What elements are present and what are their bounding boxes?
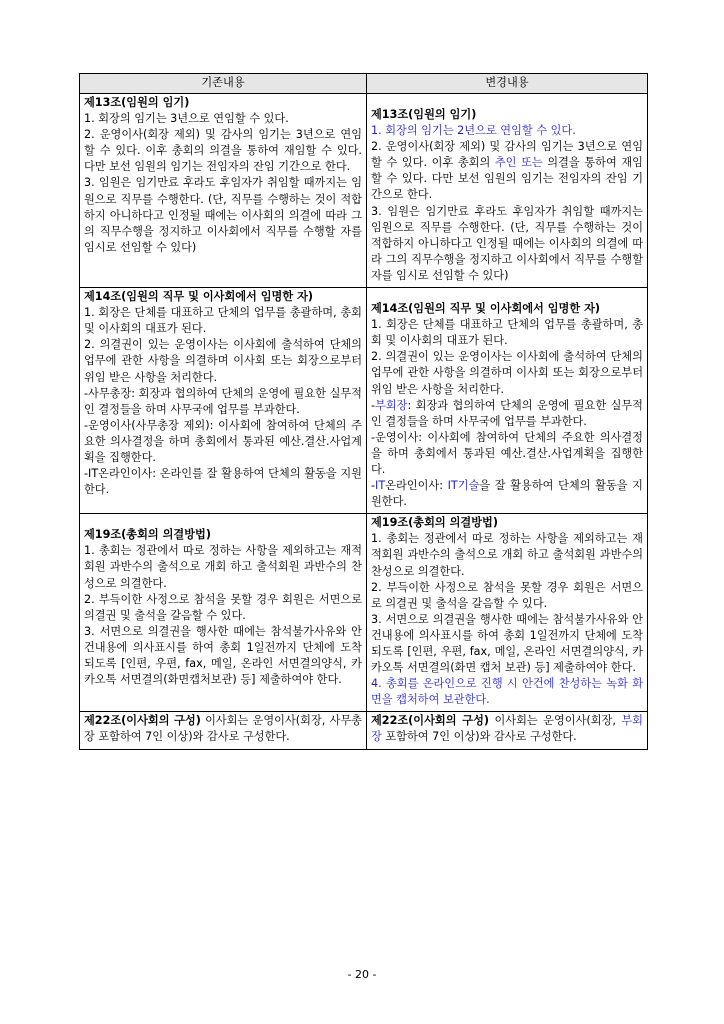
paragraph: 2. 의결권이 있는 운영이사는 이사회에 출석하여 단체의 업무에 관한 사항을 의결하며 이사회 또는 회장으로부터 위임 받은 사항을 처리한다. xyxy=(84,338,362,384)
changed-text: IT xyxy=(375,479,386,493)
article-title: 제14조(임원의 직무 및 이사회에서 임명한 자) xyxy=(84,290,313,304)
changed-text: 부회장 xyxy=(371,714,643,744)
article-title: 제22조(이사회의 구성) xyxy=(84,714,201,728)
paragraph: 1. 총회는 정관에서 따로 정하는 사항을 제외하고는 재적회원 과반수의 출석으로 개회 하고 출석회원 과반수의 찬성으로 의결한다. xyxy=(371,532,643,578)
old-cell-article-14 xyxy=(80,288,367,514)
table-row xyxy=(80,712,648,749)
paragraph: 이사회는 운영이사(회장, 사무총장 포함하여 7인 이상)와 감사로 구성한다. xyxy=(84,714,362,744)
new-cell-article-13 xyxy=(367,94,648,288)
paragraph: -IT온라인이사: IT기술을 잘 활용하여 단체의 활동을 지원한다. xyxy=(371,479,643,509)
changed-text: 추인 또는 xyxy=(494,156,543,170)
paragraph: -사무총장: 회장과 협의하여 단체의 운영에 필요한 실무적인 결정들을 하며 사무국에 업무를 부과한다. xyxy=(84,386,362,416)
table-row xyxy=(80,514,648,712)
comparison-table xyxy=(79,73,648,750)
paragraph: 3. 임원은 임기만료 후라도 후임자가 취임할 때까지는 임원으로 직무를 수행한다. (단, 직무를 수행하는 것이 적합하지 아니하다고 인정될 때에는 이사회의 의결에 따라 그의 직무수행을 정지하고 이사회에서 직무를 수행할 자를 임시로 선임할 수 있다) xyxy=(84,176,362,254)
paragraph: 1. 회장의 임기는 3년으로 연임할 수 있다. xyxy=(84,112,289,126)
header-old: 기존내용 xyxy=(80,74,367,94)
article-title: 제19조(총회의 의결방법) xyxy=(371,516,498,530)
article-title: 제22조(이사회의 구성) xyxy=(371,714,490,728)
paragraph-changed: 1. 회장의 임기는 2년으로 연임할 수 있다. xyxy=(371,124,576,138)
new-cell-article-22: 제22조(이사회의 구성) 이사회는 운영이사(회장, 부회장 포함하여 7인 이상)와 감사로 구성한다. xyxy=(367,712,648,749)
new-cell-article-19 xyxy=(367,514,648,712)
header-row xyxy=(80,74,648,94)
article-title: 제13조(임원의 임기) xyxy=(371,108,477,121)
header-new: 변경내용 xyxy=(367,74,648,94)
paragraph: 3. 서면으로 의결권을 행사한 때에는 참석불가사유와 안건내용에 의사표시를 하여 총회 1일전까지 단체에 도착 되도록 [인편, 우편, fax, 메일, 온라인 서면결의양식, 카카오톡 서면결의(화면캡처보관) 등] 제출하여야 한다. xyxy=(84,624,362,687)
paragraph: 2. 부득이한 사정으로 참석을 못할 경우 회원은 서면으로 의결권 및 출석을 갈음할 수 있다. xyxy=(371,580,643,610)
paragraph: 2. 부득이한 사정으로 참석을 못할 경우 회원은 서면으로 의결권 및 출석을 갈음할 수 있다. xyxy=(84,592,362,622)
paragraph: 3. 서면으로 의결권을 행사한 때에는 참석불가사유와 안건내용에 의사표시를 하여 총회 1일전까지 단체에 도착 되도록 [인편, 우편, fax, 메일, 온라인 서면결의양식, 카카오톡 서면결의(화면 캡처 보관) 등] 제출하여야 한다. xyxy=(371,612,643,675)
changed-text: 부회장 xyxy=(375,398,408,412)
old-cell-article-19 xyxy=(80,514,367,712)
paragraph: -부회장: 회장과 협의하여 단체의 운영에 필요한 실무적인 결정들을 하며 사무국에 업무를 부과한다. xyxy=(371,398,643,428)
changed-text: IT기술 xyxy=(447,479,480,493)
table-row xyxy=(80,94,648,288)
old-cell-article-22 xyxy=(80,712,367,749)
paragraph: -운영이사: 이사회에 참여하여 단체의 주요한 의사결정을 하며 총회에서 통과된 예산.결산.사업계획을 집행한다. xyxy=(371,430,643,476)
page-number: - 20 - xyxy=(347,968,377,981)
article-title: 제13조(임원의 임기) xyxy=(84,96,190,109)
table-row xyxy=(80,288,648,514)
paragraph: -운영이사(사무총장 제외): 이사회에 참여하여 단체의 주요한 의사결정을 하며 총회에서 통과된 예산.결산.사업계획을 집행한다. xyxy=(84,418,362,464)
article-title: 제14조(임원의 직무 및 이사회에서 임명한 자) xyxy=(371,302,600,316)
old-cell-article-13 xyxy=(80,94,367,288)
paragraph: 2. 의결권이 있는 운영이사는 이사회에 출석하여 단체의 업무에 관한 사항을 의결하며 이사회 또는 회장으로부터 위임 받은 사항을 처리한다. xyxy=(371,350,643,396)
new-cell-article-14 xyxy=(367,288,648,514)
paragraph: 2. 운영이사(회장 제외) 및 감사의 임기는 3년으로 연임할 수 있다. 이후 총회의 추인 또는 의결을 통하여 재임할 수 있다. 다만 보선 임원의 임기는 전임자의 잔임 기간으로 한다. xyxy=(371,140,643,202)
article-title: 제19조(총회의 의결방법) xyxy=(84,528,211,542)
paragraph: 3. 임원은 임기만료 후라도 후임자가 취임할 때까지는 임원으로 직무를 수행한다. (단, 직무를 수행하는 것이 적합하지 아니하다고 인정될 때에는 이사회의 의결에 따라 그의 직무수행을 정지하고 이사회에서 직무를 수행할 자를 임시로 선임할 수 있다) xyxy=(371,204,643,282)
paragraph: -IT온라인이사: 온라인를 잘 활용하여 단체의 활동을 지원한다. xyxy=(84,467,362,497)
paragraph: 1. 총회는 정관에서 따로 정하는 사항을 제외하고는 재적회원 과반수의 출석으로 개회 하고 출석회원 과반수의 찬성으로 의결한다. xyxy=(84,544,362,590)
paragraph-changed: 4. 총회를 온라인으로 진행 시 안건에 찬성하는 녹화 화면을 캡처하여 보관한다. xyxy=(371,677,643,707)
paragraph: 1. 회장은 단체를 대표하고 단체의 업무를 총괄하며, 총회 및 이사회의 대표가 된다. xyxy=(84,306,362,336)
paragraph: 1. 회장은 단체를 대표하고 단체의 업무를 총괄하며, 총회 및 이사회의 대표가 된다. xyxy=(371,318,643,348)
paragraph: 2. 운영이사(회장 제외) 및 감사의 임기는 3년으로 연임할 수 있다. 이후 총회의 의결을 통하여 재임할 수 있다. 다만 보선 임원의 임기는 전임자의 잔임 기간으로 한다. xyxy=(84,128,362,174)
